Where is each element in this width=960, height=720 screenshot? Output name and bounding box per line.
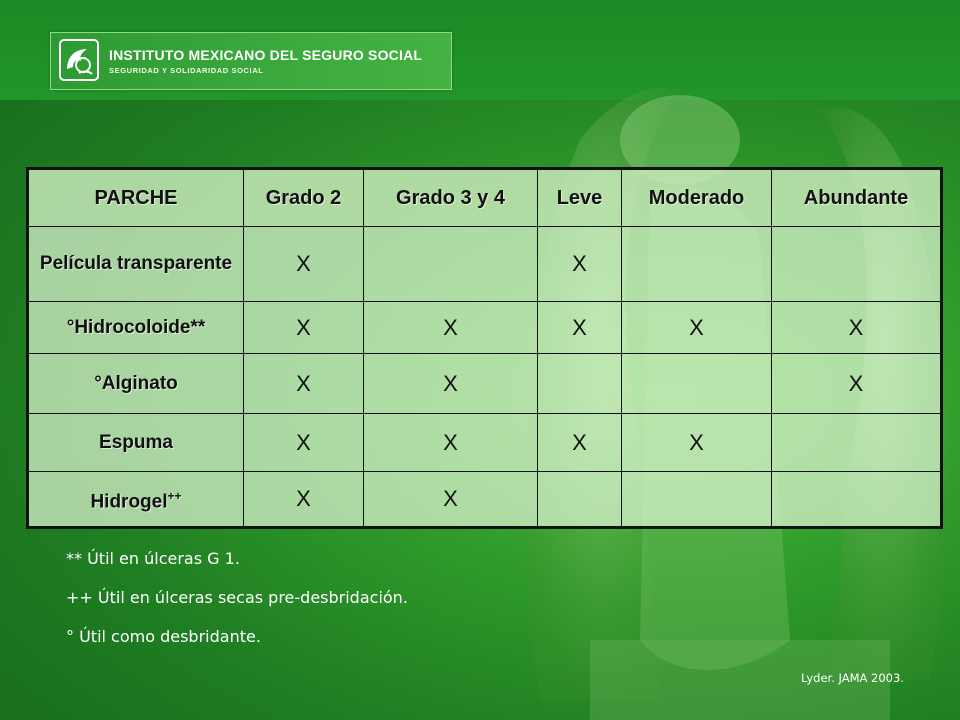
table-cell <box>772 227 942 302</box>
table-cell <box>772 472 942 528</box>
table-cell: X <box>772 302 942 354</box>
row-label-hidrocoloide: °Hidrocoloide** <box>28 302 244 354</box>
institution-logo-bar <box>50 32 452 90</box>
row-label-hidrogel-sup: ++ <box>167 488 182 503</box>
source-credit: Lyder. JAMA 2003. <box>801 671 904 685</box>
table-row <box>28 227 942 302</box>
table-cell: X <box>538 227 622 302</box>
footnote-g1: ** Útil en úlceras G 1. <box>66 549 240 568</box>
table-cell <box>538 354 622 414</box>
column-header-grado-2: Grado 2 <box>244 169 364 227</box>
column-header-moderado: Moderado <box>622 169 772 227</box>
imss-eagle-emblem-icon <box>59 39 99 81</box>
table-row <box>28 302 942 354</box>
footnotes <box>66 548 408 665</box>
table-cell: X <box>622 302 772 354</box>
table-cell <box>622 354 772 414</box>
table-cell: X <box>364 414 538 472</box>
row-label-alginato: °Alginato <box>28 354 244 414</box>
table-cell: X <box>244 472 364 528</box>
dressing-comparison-table <box>26 167 943 529</box>
table-cell: X <box>538 414 622 472</box>
institution-motto: SEGURIDAD Y SOLIDARIDAD SOCIAL <box>109 66 264 75</box>
row-label-hidrogel <box>28 472 244 528</box>
table-cell: X <box>244 354 364 414</box>
table-cell <box>622 472 772 528</box>
column-header-leve: Leve <box>538 169 622 227</box>
table-cell: X <box>538 302 622 354</box>
table-cell: X <box>772 354 942 414</box>
table-row <box>28 354 942 414</box>
row-label-hidrogel-text: Hidrogel <box>90 491 168 513</box>
row-label-pelicula: Película transparente <box>28 227 244 302</box>
table-cell: X <box>244 227 364 302</box>
column-header-abundante: Abundante <box>772 169 942 227</box>
column-header-grado-3-4: Grado 3 y 4 <box>364 169 538 227</box>
row-label-espuma: Espuma <box>28 414 244 472</box>
table-header-row <box>28 169 942 227</box>
table-cell: X <box>364 472 538 528</box>
table-cell: X <box>364 354 538 414</box>
table-cell: X <box>244 302 364 354</box>
column-header-parche: PARCHE <box>28 169 244 227</box>
institution-name: INSTITUTO MEXICANO DEL SEGURO SOCIAL <box>109 47 423 63</box>
table-cell <box>538 472 622 528</box>
table-cell: X <box>622 414 772 472</box>
footnote-desbridante: ° Útil como desbridante. <box>66 627 261 646</box>
table-cell <box>364 227 538 302</box>
table-row <box>28 414 942 472</box>
footnote-secas: ++ Útil en úlceras secas pre-desbridación. <box>66 588 408 607</box>
table-cell <box>622 227 772 302</box>
table-cell <box>772 414 942 472</box>
table-row <box>28 472 942 528</box>
table-cell: X <box>364 302 538 354</box>
table-cell: X <box>244 414 364 472</box>
